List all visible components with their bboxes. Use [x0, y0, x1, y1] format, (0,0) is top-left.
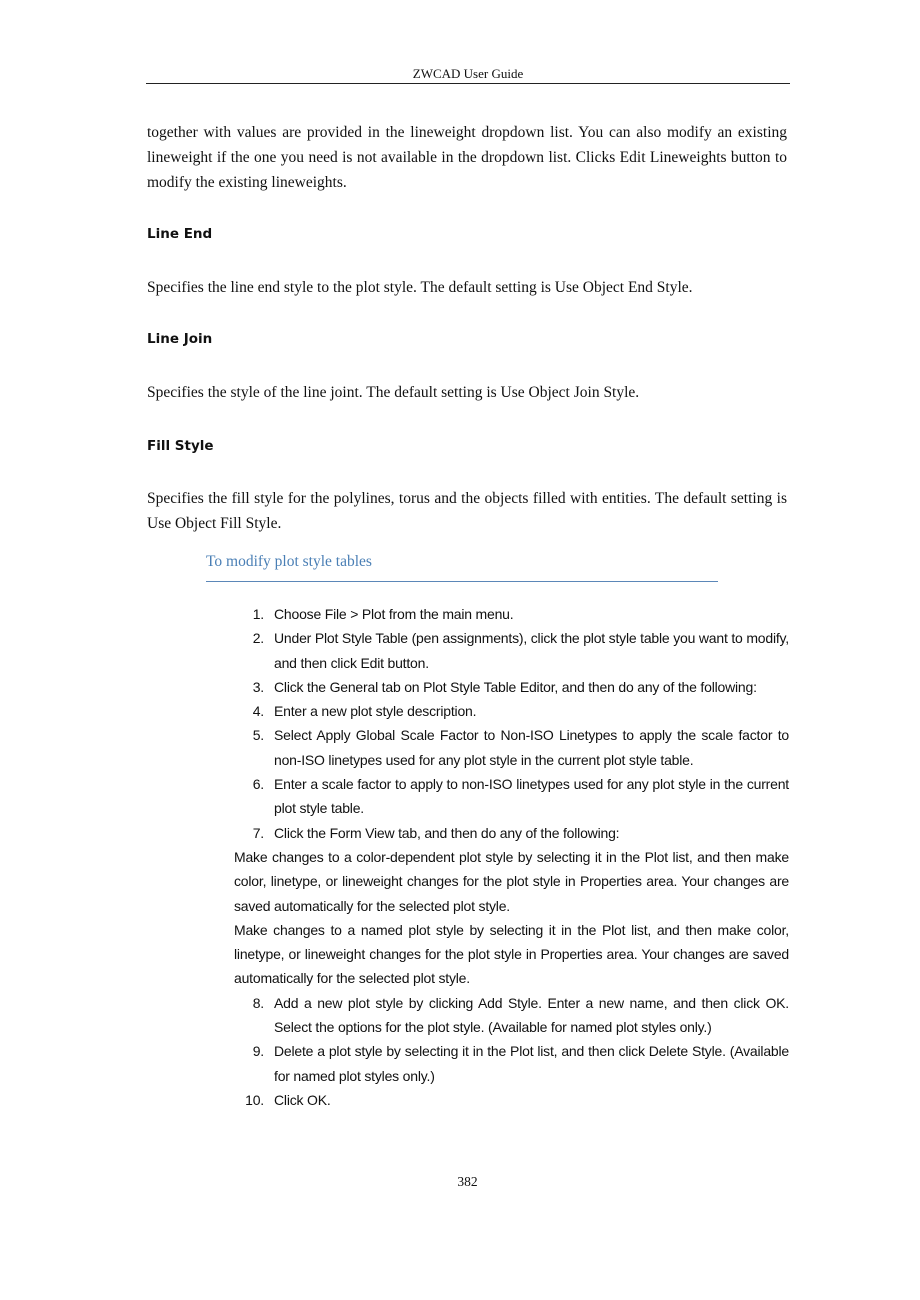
step-number: 10. [245, 1091, 264, 1108]
section-body-line-end: Specifies the line end style to the plot style. The default setting is Use Object End Style. [147, 279, 693, 296]
note-named-style: Make changes to a named plot style by selecting it in the Plot list, and then make color, linetype, or lineweight changes for the plot style in Properties area. Your changes are saved automatically for the selected plot style. [234, 921, 789, 987]
list-item [234, 626, 789, 675]
step-text: Enter a new plot style description. [274, 703, 477, 720]
step-number: 1. [252, 606, 264, 622]
step-text: Click the General tab on Plot Style Table Editor, and then do any of the following: [274, 678, 757, 695]
section-heading-line-join: Line Join [147, 331, 213, 347]
header-divider [146, 83, 790, 84]
list-item [234, 821, 789, 845]
list-item [234, 602, 789, 626]
step-text: Delete a plot style by selecting it in the Plot list, and then click Delete Style. (Available for named plot styles only.) [274, 1043, 789, 1084]
list-item [234, 1088, 789, 1112]
step-text: Choose File > Plot from the main menu. [274, 606, 514, 622]
step-number: 4. [252, 703, 264, 720]
step-number: 2. [252, 630, 264, 647]
procedure-steps [234, 602, 789, 1112]
step-number: 5. [252, 727, 264, 744]
step-number: 7. [252, 824, 264, 841]
procedure-title: To modify plot style tables [206, 553, 372, 570]
page-number: 382 [457, 1174, 478, 1189]
step-text: Add a new plot style by clicking Add Style. Enter a new name, and then click OK. Select the options for the plot style. (Available for named plot styles only.) [274, 994, 789, 1036]
section-heading-fill-style: Fill Style [147, 438, 214, 454]
note-color-dependent: Make changes to a color-dependent plot style by selecting it in the Plot list, and then make color, linetype, or lineweight changes for the plot style in Properties area. Your changes are saved automatically for the selected plot style. [234, 848, 789, 914]
step-number: 3. [252, 678, 264, 695]
step-text: Click the Form View tab, and then do any of the following: [274, 824, 620, 841]
list-item [234, 675, 789, 699]
step-text: Click OK. [274, 1091, 331, 1108]
running-header: ZWCAD User Guide [412, 66, 524, 81]
step-text: Select Apply Global Scale Factor to Non-ISO Linetypes to apply the scale factor to non-ISO linetypes used for any plot style in the current plot style table. [274, 727, 789, 768]
step-text: Under Plot Style Table (pen assignments), click the plot style table you want to modify, and then click Edit button. [274, 630, 789, 671]
intro-paragraph: together with values are provided in the lineweight dropdown list. You can also modify an existing lineweight if the one you need is not available in the dropdown list. Clicks Edit Lineweights button to modify the existing lineweights. [147, 124, 787, 191]
step-text: Enter a scale factor to apply to non-ISO linetypes used for any plot style in the current plot style table. [274, 776, 789, 817]
list-item [234, 723, 789, 772]
section-heading-line-end: Line End [147, 226, 213, 242]
step-number: 9. [252, 1043, 264, 1060]
list-item [234, 699, 789, 723]
section-body-line-join: Specifies the style of the line joint. The default setting is Use Object Join Style. [147, 384, 640, 401]
procedure-divider [206, 581, 718, 582]
list-item [234, 991, 789, 1040]
list-item [234, 1039, 789, 1088]
section-body-fill-style: Specifies the fill style for the polylines, torus and the objects filled with entities. The default setting is Use Object Fill Style. [147, 490, 787, 532]
list-item [234, 772, 789, 821]
step-number: 6. [252, 776, 264, 793]
step-number: 8. [252, 994, 264, 1011]
